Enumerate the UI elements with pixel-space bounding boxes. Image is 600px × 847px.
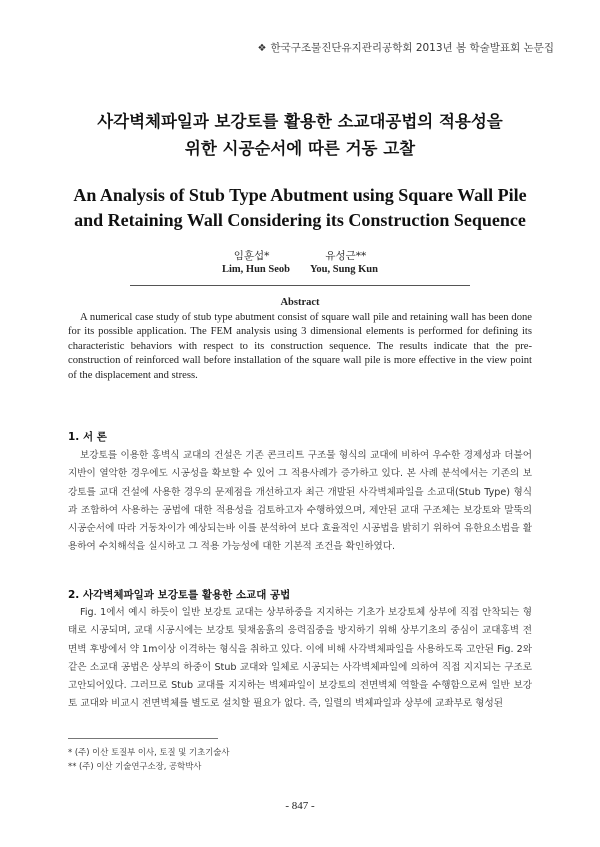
english-title-line-1: An Analysis of Stub Type Abutment using Square Wall Pile bbox=[73, 185, 527, 205]
authors-english bbox=[0, 264, 600, 275]
korean-title bbox=[0, 108, 600, 162]
section-2-heading: 2. 사각벽체파일과 보강토를 활용한 소교대 공법 bbox=[68, 589, 291, 601]
korean-title-line-2: 위한 시공순서에 따른 거동 고찰 bbox=[184, 139, 416, 158]
author-2-korean: 유성근** bbox=[325, 250, 367, 262]
authors-korean bbox=[0, 248, 600, 263]
bullet-icon: ❖ bbox=[257, 43, 267, 54]
section-2-text: Fig. 1에서 예시 하듯이 일반 보강토 교대는 상부하중을 지지하는 기초가 보강토체 상부에 직접 안착되는 형태로 시공되며, 교대 시공시에는 보강토 뒷채움흙의 응력집중을 방지하기 위해 상부기초의 중심이 교대홍벽 전면벽 후방에서 약 1m이상 이격하는 형식을 취하고 있다. 이에 비해 사각벽체파일을 사용하도록 고안된 Fig. 2와 같은 소교대 공법은 상부의 하중이 Stub 교대와 일체로 시공되는 사각벽체파일에 의하여 직접 지지되는 구조로 고안되어있다. 그러므로 Stub 교대를 지지하는 벽체파일이 보강토의 전면벽체 역할을 수행함으로써 일반 보강토 교대와 비교시 전면벽체를 별도로 설치할 필요가 없다. 즉, 일렬의 벽체파일과 상부에 교좌부로 형성된 bbox=[68, 607, 532, 710]
author-1-english: Lim, Hun Seob bbox=[222, 264, 290, 275]
journal-header-text: 한국구조물진단유지관리공학회 2013년 봄 학술발표회 논문집 bbox=[270, 42, 554, 54]
english-title-line-2: and Retaining Wall Considering its Construction Sequence bbox=[74, 210, 526, 230]
section-1-text: 보강토를 이용한 홍벽식 교대의 건설은 기존 콘크리트 구조물 형식의 교대에 비하여 우수한 경제성과 더불어 지반이 열악한 경우에도 시공성을 확보할 수 있어 그 적용사례가 증가하고 있다. 본 사례 분석에서는 기존의 보강토를 교대 건설에 사용한 경우의 문제점을 개선하고자 최근 개발된 사각벽체파일을 소교대(Stub Type) 형식과 조합하여 사용하는 공법에 대한 적용성을 검토하고자 수행하였으며, 제안된 교대 구조체는 보강토와 말뚝의 시공순서에 따라 거동차이가 예상되는바 이를 분석하여 보다 효율적인 시공법을 밝히기 위하여 유한요소법을 활용하여 수치해석을 실시하고 그 적용 가능성에 대한 기본적 조건을 확인하였다. bbox=[68, 450, 532, 553]
abstract-heading: Abstract bbox=[280, 297, 320, 308]
author-2-english: You, Sung Kun bbox=[309, 264, 378, 275]
abstract-text: A numerical case study of stub type abutment consist of square wall pile and retaining wall has been done for its possible application. The FEM analysis using 3 dimensional elements is performed for defining its characteristic behaviors with respect to its construction sequence. The results indicate that the pre-construction of reinforced wall before installation of the square wall pile is more effective in the view point of the displacement and stress. bbox=[68, 312, 532, 381]
journal-header bbox=[258, 40, 554, 55]
footnote-divider bbox=[68, 738, 218, 739]
footnote-2: ** (주) 이산 기술연구소장, 공학박사 bbox=[68, 761, 202, 771]
page-number: - 847 - bbox=[285, 800, 315, 812]
english-title bbox=[0, 183, 600, 233]
title-divider bbox=[130, 285, 470, 286]
footnote-1: * (주) 이산 토질부 이사, 토질 및 기초기술사 bbox=[68, 747, 230, 757]
section-1-heading: 1. 서 론 bbox=[68, 431, 107, 443]
korean-title-line-1: 사각벽체파일과 보강토를 활용한 소교대공법의 적용성을 bbox=[97, 112, 503, 131]
author-1-korean: 임훈섭* bbox=[233, 250, 270, 262]
